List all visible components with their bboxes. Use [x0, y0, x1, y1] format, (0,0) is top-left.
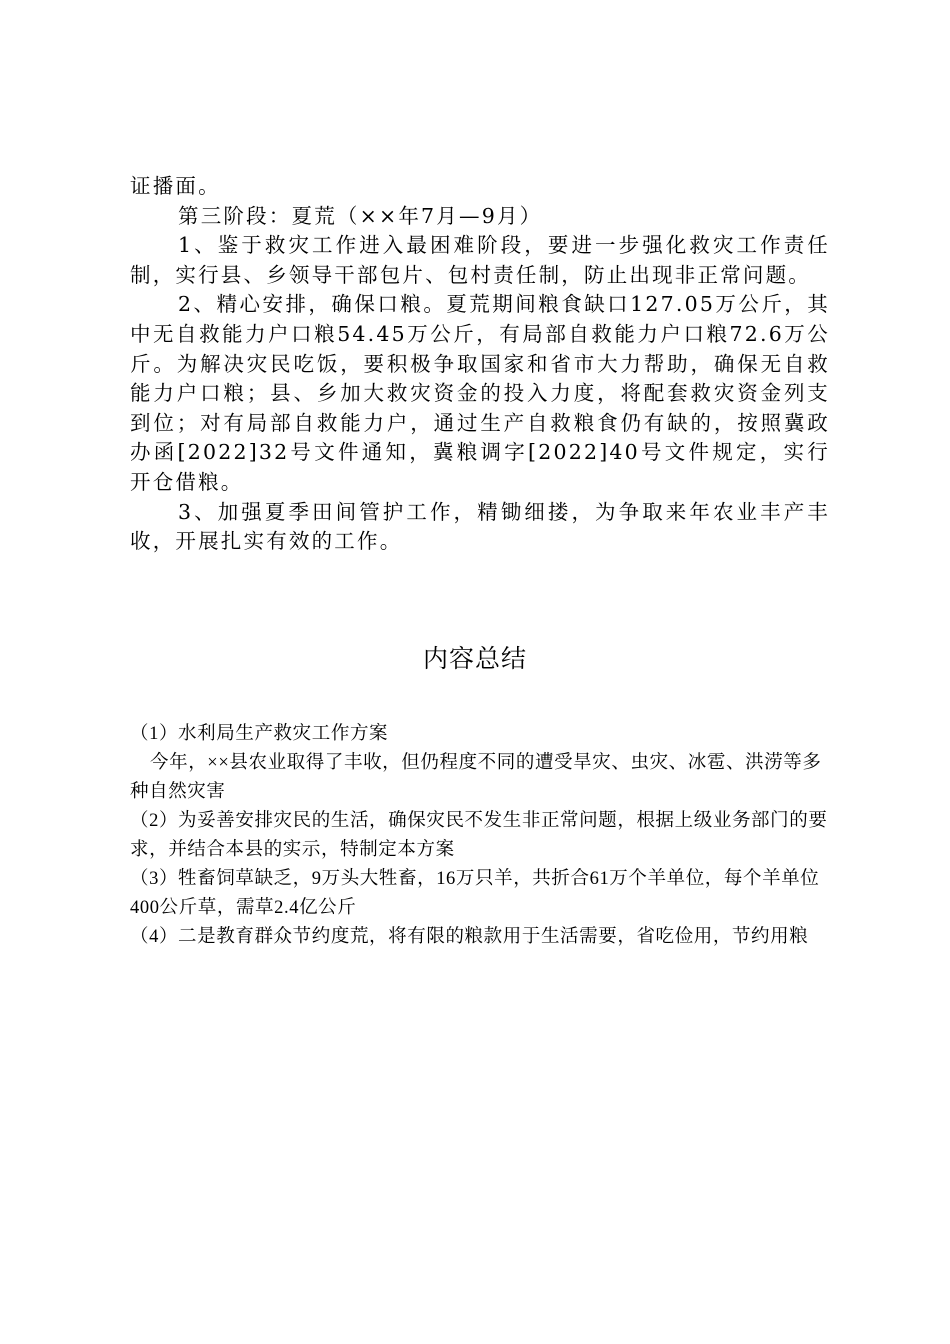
- paragraph-item-2: 2、精心安排，确保口粮。夏荒期间粮食缺口127.05万公斤，其中无自救能力户口粮54.45万公斤，有局部自救能力户口粮72.6万公斤。为解决灾民吃饭，要积极争取国家和省市大力帮助，确保无自救能力户口粮；县、乡加大救灾资金的投入力度，将配套救灾资金列支到位；对有局部自救能力户，通过生产自救粮食仍有缺的，按照冀政办函[2022]32号文件通知，冀粮调字[2022]40号文件规定，实行开仓借粮。: [130, 292, 830, 494]
- document-body: [130, 172, 830, 557]
- paragraph-continuation: 证播面。: [130, 174, 221, 198]
- summary-item: （3）牲畜饲草缺乏，9万头大牲畜，16万只羊，共折合61万个羊单位，每个羊单位400公斤草，需草2.4亿公斤: [130, 869, 820, 918]
- summary-item: （2）为妥善安排灾民的生活，确保灾民不发生非正常问题，根据上级业务部门的要求，并结合本县的实示，特制定本方案: [130, 811, 828, 860]
- stage-three-heading: 第三阶段：夏荒（××年7月—9月）: [178, 203, 543, 228]
- summary-list: [130, 720, 830, 952]
- paragraph-item-1: 1、鉴于救灾工作进入最困难阶段，要进一步强化救灾工作责任制，实行县、乡领导干部包片、包村责任制，防止出现非正常问题。: [130, 233, 830, 287]
- summary-item: （4）二是教育群众节约度荒，将有限的粮款用于生活需要，省吃俭用，节约用粮: [130, 927, 809, 947]
- paragraph-item-3: 3、加强夏季田间管护工作，精锄细搂，为争取来年农业丰产丰收，开展扎实有效的工作。: [130, 499, 830, 554]
- summary-item: （1）水利局生产救灾工作方案: [130, 724, 389, 744]
- summary-title: 内容总结: [422, 644, 527, 673]
- summary-item: 今年，××县农业取得了丰收，但仍程度不同的遭受旱灾、虫灾、冰雹、洪涝等多种自然灾害: [130, 753, 822, 802]
